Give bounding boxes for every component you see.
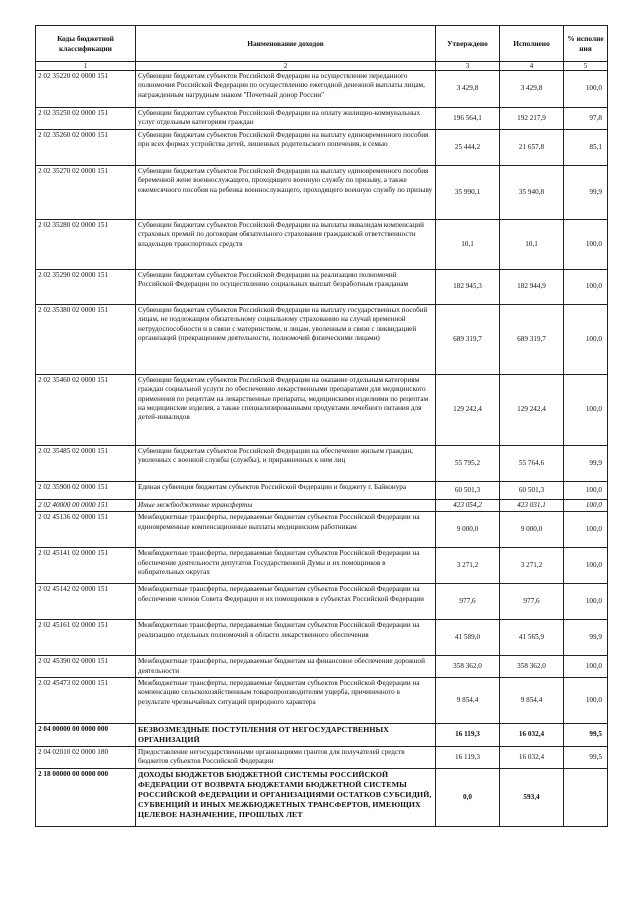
table-row <box>36 374 608 445</box>
header-percent: % исполне ния <box>564 26 608 62</box>
column-number: 1 <box>36 62 136 71</box>
table-row <box>36 481 608 499</box>
execution-percent-cell: 99,9 <box>564 620 608 656</box>
header-revenue-name: Наименование доходов <box>136 26 436 62</box>
executed-amount-cell: 182 944,9 <box>500 269 564 304</box>
execution-percent-cell: 99,5 <box>564 724 608 747</box>
table-row <box>36 269 608 304</box>
execution-percent-cell: 100,0 <box>564 548 608 584</box>
approved-amount-cell: 0,0 <box>436 768 500 826</box>
executed-amount-cell: 60 501,3 <box>500 481 564 499</box>
revenue-name-cell: Субвенции бюджетам субъектов Российской Федерации на выплаты инвалидам компенсаций страховых премий по договорам обязательного страхования гражданской ответственности владельцев транспортных средств <box>136 219 436 269</box>
executed-amount-cell: 192 217,9 <box>500 108 564 130</box>
revenue-name-cell: Единая субвенция бюджетам субъектов Российской Федерации и бюджету г. Байконура <box>136 481 436 499</box>
budget-code-cell: 2 02 35280 02 0000 151 <box>36 219 136 269</box>
budget-code-cell: 2 02 40000 00 0000 151 <box>36 499 136 511</box>
execution-percent-cell: 100,0 <box>564 304 608 374</box>
approved-amount-cell: 16 119,3 <box>436 724 500 747</box>
executed-amount-cell: 41 565,9 <box>500 620 564 656</box>
budget-code-cell: 2 02 35250 02 0000 151 <box>36 108 136 130</box>
budget-code-cell: 2 02 35460 02 0000 151 <box>36 374 136 445</box>
approved-amount-cell: 689 319,7 <box>436 304 500 374</box>
budget-code-cell: 2 02 35900 02 0000 151 <box>36 481 136 499</box>
execution-percent-cell: 100,0 <box>564 584 608 620</box>
approved-amount-cell: 16 119,3 <box>436 747 500 769</box>
approved-amount-cell: 41 589,0 <box>436 620 500 656</box>
execution-percent-cell: 97,8 <box>564 108 608 130</box>
column-number: 5 <box>564 62 608 71</box>
executed-amount-cell: 16 032,4 <box>500 724 564 747</box>
approved-amount-cell: 196 564,1 <box>436 108 500 130</box>
approved-amount-cell: 35 990,1 <box>436 165 500 219</box>
table-row <box>36 620 608 656</box>
execution-percent-cell: 100,0 <box>564 71 608 108</box>
revenue-name-cell: Субвенции бюджетам субъектов Российской Федерации на осуществление переданного полномочия Российской Федерации по осуществлению ежегодной денежной выплаты лицам, награжденным нагрудным знаком "Почетный донор России" <box>136 71 436 108</box>
budget-code-cell: 2 18 00000 00 0000 000 <box>36 768 136 826</box>
revenue-name-cell: БЕЗВОЗМЕЗДНЫЕ ПОСТУПЛЕНИЯ ОТ НЕГОСУДАРСТВЕННЫХ ОРГАНИЗАЦИЙ <box>136 724 436 747</box>
revenue-name-cell: Межбюджетные трансферты, передаваемые бюджетам субъектов Российской Федерации на единовременные компенсационные выплаты медицинским работникам <box>136 512 436 548</box>
execution-percent-cell: 99,9 <box>564 165 608 219</box>
executed-amount-cell: 593,4 <box>500 768 564 826</box>
table-row <box>36 108 608 130</box>
approved-amount-cell: 3 271,2 <box>436 548 500 584</box>
table-row <box>36 656 608 678</box>
revenue-name-cell: Субвенции бюджетам субъектов Российской Федерации на выплату единовременного пособия при всех формах устройства детей, лишенных родительского попечения, в семью <box>136 129 436 165</box>
execution-percent-cell: 100,0 <box>564 499 608 511</box>
approved-amount-cell: 60 501,3 <box>436 481 500 499</box>
header-executed: Исполнено <box>500 26 564 62</box>
revenue-name-cell: Межбюджетные трансферты, передаваемые бюджетам субъектов Российской Федерации на обеспечение деятельности депутатов Государственной Думы и их помощников в избирательных округах <box>136 548 436 584</box>
budget-code-cell: 2 02 45141 02 0000 151 <box>36 548 136 584</box>
approved-amount-cell: 25 444,2 <box>436 129 500 165</box>
budget-code-cell: 2 02 45390 02 0000 151 <box>36 656 136 678</box>
revenue-name-cell: Межбюджетные трансферты, передаваемые бюджетам на финансовое обеспечение дорожной деятельности <box>136 656 436 678</box>
budget-code-cell: 2 02 35290 02 0000 151 <box>36 269 136 304</box>
approved-amount-cell: 55 795,2 <box>436 445 500 481</box>
executed-amount-cell: 423 031,1 <box>500 499 564 511</box>
revenue-name-cell: Межбюджетные трансферты, передаваемые бюджетам субъектов Российской Федерации на компенсацию сельскохозяйственным товаропроизводителям ущерба, причиненного в результате чрезвычайных ситуаций природного характера <box>136 678 436 724</box>
approved-amount-cell: 423 054,2 <box>436 499 500 511</box>
table-row <box>36 678 608 724</box>
table-row <box>36 724 608 747</box>
executed-amount-cell: 21 657,8 <box>500 129 564 165</box>
table-row <box>36 548 608 584</box>
budget-code-cell: 2 02 35260 02 0000 151 <box>36 129 136 165</box>
column-number-row <box>36 62 608 71</box>
approved-amount-cell: 129 242,4 <box>436 374 500 445</box>
approved-amount-cell: 358 362,0 <box>436 656 500 678</box>
execution-percent-cell: 100,0 <box>564 374 608 445</box>
executed-amount-cell: 10,1 <box>500 219 564 269</box>
executed-amount-cell: 689 319,7 <box>500 304 564 374</box>
table-row <box>36 165 608 219</box>
execution-percent-cell: 100,0 <box>564 678 608 724</box>
approved-amount-cell: 9 854,4 <box>436 678 500 724</box>
table-row <box>36 747 608 769</box>
budget-code-cell: 2 02 45473 02 0000 151 <box>36 678 136 724</box>
table-row <box>36 768 608 826</box>
execution-percent-cell: 100,0 <box>564 512 608 548</box>
executed-amount-cell: 358 362,0 <box>500 656 564 678</box>
table-row <box>36 219 608 269</box>
budget-report-page <box>35 25 607 827</box>
executed-amount-cell: 9 000,0 <box>500 512 564 548</box>
approved-amount-cell: 182 945,3 <box>436 269 500 304</box>
budget-code-cell: 2 02 35485 02 0000 151 <box>36 445 136 481</box>
revenue-name-cell: ДОХОДЫ БЮДЖЕТОВ БЮДЖЕТНОЙ СИСТЕМЫ РОССИЙСКОЙ ФЕДЕРАЦИИ ОТ ВОЗВРАТА БЮДЖЕТАМИ БЮДЖЕТНОЙ СИСТЕМЫ РОССИЙСКОЙ ФЕДЕРАЦИИ И ОРГАНИЗАЦИЯМИ ОСТАТКОВ СУБСИДИЙ, СУБВЕНЦИЙ И ИНЫХ МЕЖБЮДЖЕТНЫХ ТРАНСФЕРТОВ, ИМЕЮЩИХ ЦЕЛЕВОЕ НАЗНАЧЕНИЕ, ПРОШЛЫХ ЛЕТ <box>136 768 436 826</box>
revenue-name-cell: Межбюджетные трансферты, передаваемые бюджетам субъектов Российской Федерации на обеспечение членов Совета Федерации и их помощников в субъектах Российской Федерации <box>136 584 436 620</box>
table-row <box>36 304 608 374</box>
executed-amount-cell: 16 032,4 <box>500 747 564 769</box>
budget-code-cell: 2 04 00000 00 0000 000 <box>36 724 136 747</box>
executed-amount-cell: 9 854,4 <box>500 678 564 724</box>
approved-amount-cell: 9 000,0 <box>436 512 500 548</box>
execution-percent-cell: 99,5 <box>564 747 608 769</box>
budget-code-cell: 2 02 35270 02 0000 151 <box>36 165 136 219</box>
execution-percent-cell: 85,1 <box>564 129 608 165</box>
budget-code-cell: 2 02 45136 02 0000 151 <box>36 512 136 548</box>
revenue-name-cell: Субвенции бюджетам субъектов Российской Федерации на оказание отдельным категориям граждан социальной услуги по обеспечению лекарственными препаратами для медицинского применения по рецептам на лекарственные препараты, медицинскими изделиями по рецептам на медицинские изделия, а также специализированными продуктами лечебного питания для детей-инвалидов <box>136 374 436 445</box>
revenue-name-cell: Предоставление негосударственными организациями грантов для получателей средств бюджетов субъектов Российской Федерации <box>136 747 436 769</box>
column-number: 4 <box>500 62 564 71</box>
execution-percent-cell: 100,0 <box>564 269 608 304</box>
table-row <box>36 71 608 108</box>
execution-percent-cell: 100,0 <box>564 656 608 678</box>
revenue-name-cell: Субвенции бюджетам субъектов Российской Федерации на выплату государственных пособий лицам, не подлежащим обязательному социальному страхованию на случай временной нетрудоспособности и в связи с материнством, и лицам, уволенным в связи с ликвидацией организаций (прекращением деятельности, полномочий физическими лицами) <box>136 304 436 374</box>
revenue-execution-table <box>35 25 608 827</box>
revenue-name-cell: Субвенции бюджетам субъектов Российской Федерации на оплату жилищно-коммунальных услуг отдельным категориям граждан <box>136 108 436 130</box>
table-row <box>36 445 608 481</box>
table-row <box>36 512 608 548</box>
header-approved: Утверждено <box>436 26 500 62</box>
approved-amount-cell: 3 429,8 <box>436 71 500 108</box>
revenue-name-cell: Субвенции бюджетам субъектов Российской Федерации на обеспечение жильем граждан, уволенных с военной службы (службы), и приравненных к ним лиц <box>136 445 436 481</box>
execution-percent-cell <box>564 768 608 826</box>
budget-code-cell: 2 02 45142 02 0000 151 <box>36 584 136 620</box>
executed-amount-cell: 35 940,8 <box>500 165 564 219</box>
approved-amount-cell: 977,6 <box>436 584 500 620</box>
header-codes: Коды бюджетной классификации <box>36 26 136 62</box>
execution-percent-cell: 99,9 <box>564 445 608 481</box>
table-body <box>36 71 608 827</box>
budget-code-cell: 2 02 35220 02 0000 151 <box>36 71 136 108</box>
budget-code-cell: 2 04 02010 02 0000 180 <box>36 747 136 769</box>
column-number: 2 <box>136 62 436 71</box>
revenue-name-cell: Иные межбюджетные трансферты <box>136 499 436 511</box>
revenue-name-cell: Межбюджетные трансферты, передаваемые бюджетам субъектов Российской Федерации на реализацию отдельных полномочий в области лекарственного обеспечения <box>136 620 436 656</box>
execution-percent-cell: 100,0 <box>564 481 608 499</box>
approved-amount-cell: 10,1 <box>436 219 500 269</box>
table-row <box>36 129 608 165</box>
table-header-row <box>36 26 608 62</box>
executed-amount-cell: 3 429,8 <box>500 71 564 108</box>
execution-percent-cell: 100,0 <box>564 219 608 269</box>
column-number: 3 <box>436 62 500 71</box>
executed-amount-cell: 3 271,2 <box>500 548 564 584</box>
executed-amount-cell: 129 242,4 <box>500 374 564 445</box>
budget-code-cell: 2 02 45161 02 0000 151 <box>36 620 136 656</box>
revenue-name-cell: Субвенции бюджетам субъектов Российской Федерации на выплату единовременного пособия беременной жене военнослужащего, проходящего военную службу по призыву, а также ежемесячного пособия на ребенка военнослужащего, проходящего военную службу по призыву <box>136 165 436 219</box>
revenue-name-cell: Субвенции бюджетам субъектов Российской Федерации на реализацию полномочий Российской Федерации по осуществлению социальных выплат безработным гражданам <box>136 269 436 304</box>
budget-code-cell: 2 02 35380 02 0000 151 <box>36 304 136 374</box>
table-row <box>36 499 608 511</box>
executed-amount-cell: 55 764,6 <box>500 445 564 481</box>
executed-amount-cell: 977,6 <box>500 584 564 620</box>
table-row <box>36 584 608 620</box>
